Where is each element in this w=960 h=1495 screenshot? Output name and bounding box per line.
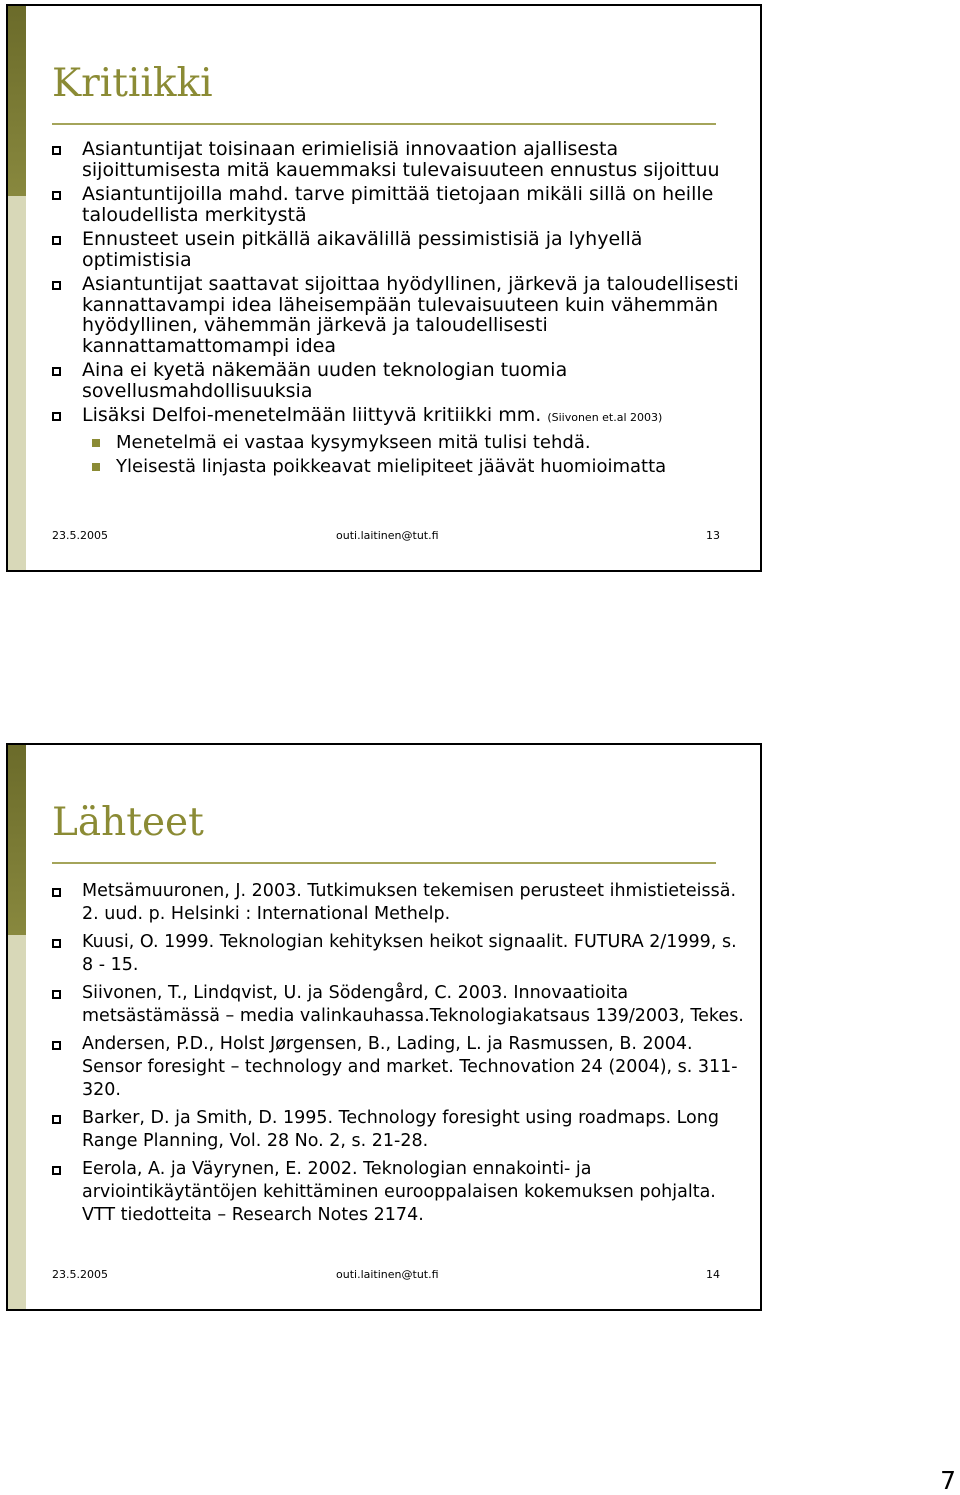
citation: (Siivonen et.al 2003): [547, 411, 663, 424]
bullet-list: [52, 139, 746, 482]
sub-list-item: Menetelmä ei vastaa kysymykseen mitä tulisi tehdä.: [82, 432, 746, 454]
square-bullet-icon: [52, 939, 61, 948]
square-bullet-icon: [52, 1166, 61, 1175]
square-bullet-icon: [52, 990, 61, 999]
slide-title: Kritiikki: [52, 61, 213, 106]
list-item: Aina ei kyetä näkemään uuden teknologian tuomia sovellusmahdollisuuksia: [52, 360, 746, 401]
title-divider: [52, 123, 716, 125]
sub-list-item: Yleisestä linjasta poikkeavat mielipiteet jäävät huomioimatta: [82, 456, 746, 478]
reference-item: Kuusi, O. 1999. Teknologian kehityksen heikot signaalit. FUTURA 2/1999, s. 8 - 15.: [52, 931, 746, 977]
square-bullet-icon: [52, 1041, 61, 1050]
square-bullet-icon: [52, 412, 61, 421]
square-bullet-icon: [52, 888, 61, 897]
filled-square-bullet-icon: [92, 439, 100, 447]
slide-sidebar-accent: [8, 6, 26, 196]
slide-title: Lähteet: [52, 800, 204, 845]
slide-13: [6, 4, 762, 572]
title-divider: [52, 862, 716, 864]
slide-sidebar-accent: [8, 745, 26, 935]
reference-item: Andersen, P.D., Holst Jørgensen, B., Lading, L. ja Rasmussen, B. 2004. Sensor foresight – technology and market. Technovation 24 (2004), s. 311-320.: [52, 1033, 746, 1102]
footer-date: 23.5.2005: [52, 1268, 108, 1281]
list-item: Asiantuntijoilla mahd. tarve pimittää tietojaan mikäli sillä on heille taloudellista merkitystä: [52, 184, 746, 225]
reference-list: [52, 880, 746, 1232]
footer-email: outi.laitinen@tut.fi: [336, 1268, 439, 1281]
square-bullet-icon: [52, 191, 61, 200]
footer-email: outi.laitinen@tut.fi: [336, 529, 439, 542]
reference-item: Eerola, A. ja Väyrynen, E. 2002. Teknologian ennakointi- ja arviointikäytäntöjen kehittäminen eurooppalaisen kokemuksen pohjalta. VTT tiedotteita – Research Notes 2174.: [52, 1158, 746, 1227]
reference-item: Metsämuuronen, J. 2003. Tutkimuksen tekemisen perusteet ihmistieteissä. 2. uud. p. Helsinki : International Methelp.: [52, 880, 746, 926]
page-number: 7: [940, 1466, 956, 1495]
square-bullet-icon: [52, 236, 61, 245]
list-item: Lisäksi Delfoi-menetelmään liittyvä kritiikki mm. (Siivonen et.al 2003) Menetelmä ei vastaa kysymykseen mitä tulisi tehdä. Yleisestä linjasta poikkeavat mielipiteet jäävät huomioimatta: [52, 405, 746, 478]
list-item: Asiantuntijat saattavat sijoittaa hyödyllinen, järkevä ja taloudellisesti kannattavampi idea läheisempään tulevaisuuteen kuin vähemmän hyödyllinen, vähemmän järkevä ja taloudellisesti kannattamattomampi idea: [52, 274, 746, 356]
square-bullet-icon: [52, 1115, 61, 1124]
square-bullet-icon: [52, 146, 61, 155]
square-bullet-icon: [52, 281, 61, 290]
slide-14: [6, 743, 762, 1311]
slide-number: 13: [706, 529, 720, 542]
footer-date: 23.5.2005: [52, 529, 108, 542]
reference-item: Siivonen, T., Lindqvist, U. ja Södengård, C. 2003. Innovaatioita metsästämässä – media valinkauhassa.Teknologiakatsaus 139/2003, Tekes.: [52, 982, 746, 1028]
slide-sidebar: [8, 196, 26, 570]
list-item: Ennusteet usein pitkällä aikavälillä pessimistisiä ja lyhyellä optimistisia: [52, 229, 746, 270]
slide-sidebar: [8, 935, 26, 1309]
list-item: Asiantuntijat toisinaan erimielisiä innovaation ajallisesta sijoittumisesta mitä kauemmaksi tulevaisuuteen ennustus sijoittuu: [52, 139, 746, 180]
slide-number: 14: [706, 1268, 720, 1281]
reference-item: Barker, D. ja Smith, D. 1995. Technology foresight using roadmaps. Long Range Planning, Vol. 28 No. 2, s. 21-28.: [52, 1107, 746, 1153]
square-bullet-icon: [52, 367, 61, 376]
sub-bullet-list: [82, 432, 746, 478]
filled-square-bullet-icon: [92, 463, 100, 471]
